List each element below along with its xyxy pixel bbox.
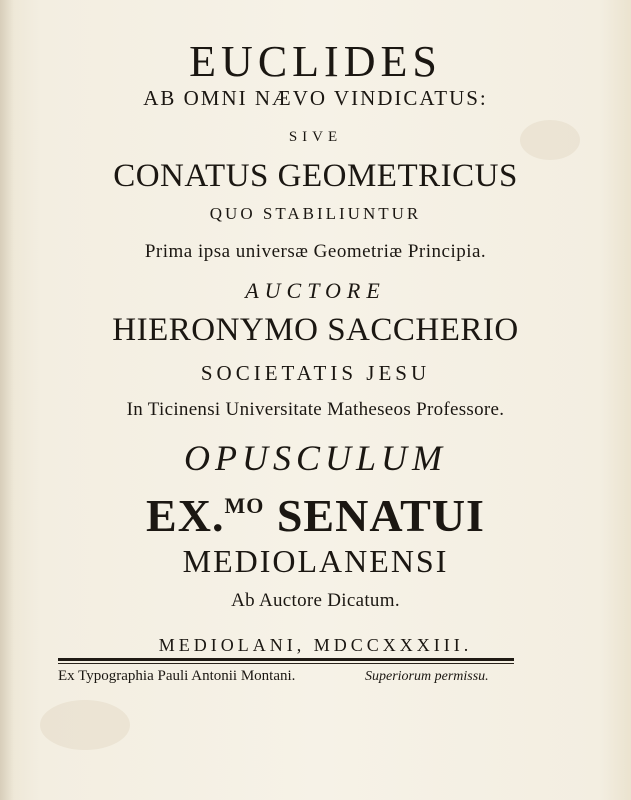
alternate-title: CONATUS GEOMETRICUS <box>113 158 518 194</box>
dedication-ex: EX. <box>146 490 225 541</box>
paper-stain <box>40 700 130 750</box>
dedication-mediolanensi: MEDIOLANENSI <box>182 543 449 579</box>
printer-line: Ex Typographia Pauli Antonii Montani. <box>58 668 296 684</box>
permission-line: Superiorum permissu. <box>365 669 489 684</box>
dedication-superscript: MO <box>224 493 265 518</box>
quo-stabiliuntur: QUO STABILIUNTUR <box>209 204 422 223</box>
sive-conjunction: SIVE <box>288 129 343 145</box>
book-subtitle: AB OMNI NÆVO VINDICATUS: <box>143 86 488 110</box>
dedication-senatui: SENATUI <box>276 490 485 541</box>
author-name: HIERONYMO SACCHERIO <box>112 312 519 348</box>
rule-thick <box>58 658 514 661</box>
auctore-label: AUCTORE <box>245 278 386 303</box>
imprint-rule <box>58 658 514 666</box>
rule-thin <box>58 663 514 664</box>
book-title: EUCLIDES <box>189 37 442 86</box>
dedication-note: Ab Auctore Dicatum. <box>231 590 400 611</box>
author-society: SOCIETATIS JESU <box>200 361 431 385</box>
author-position: In Ticinensi Universitate Matheseos Professore. <box>126 399 505 420</box>
prima-principia: Prima ipsa universæ Geometriæ Principia. <box>144 241 487 262</box>
opusculum-label: OPUSCULUM <box>183 438 447 478</box>
dedication-line <box>0 490 631 541</box>
imprint-place-date: MEDIOLANI, MDCCXXXIII. <box>158 635 473 655</box>
